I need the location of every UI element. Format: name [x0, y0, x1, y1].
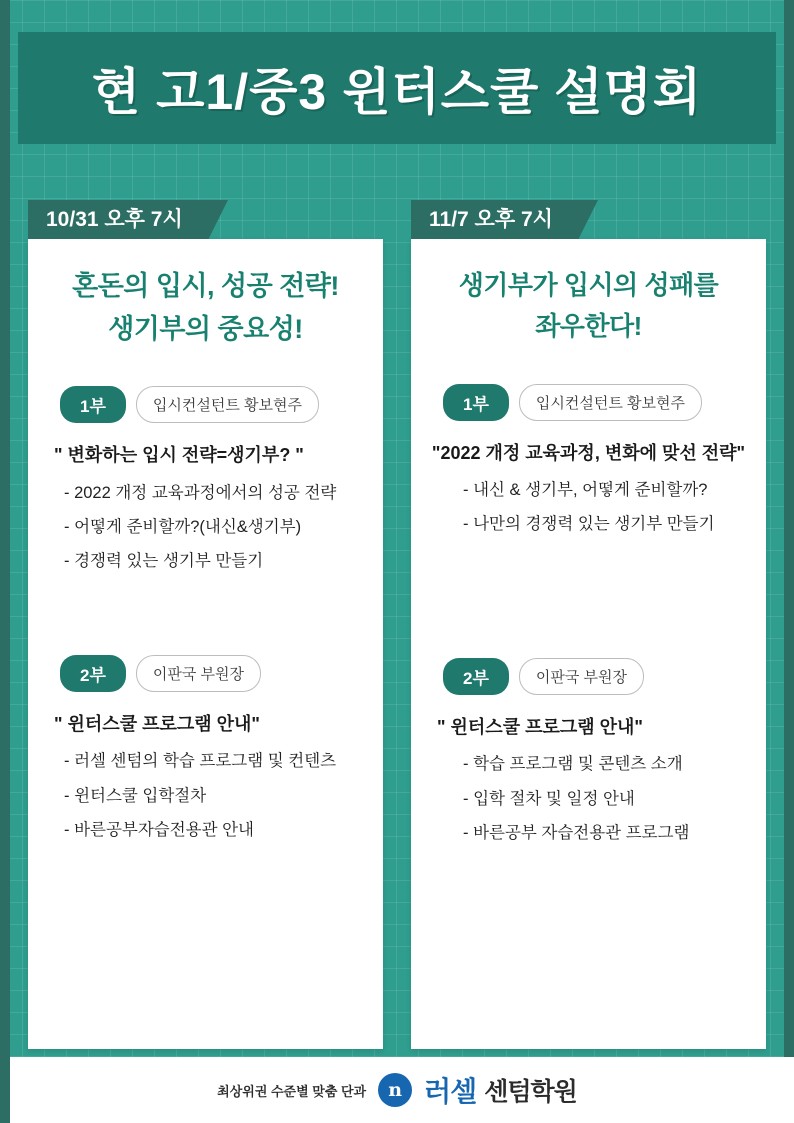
- part-bullet-list: [46, 482, 365, 574]
- session-column-1: [28, 200, 383, 1049]
- session-heading-line2: 생기부의 중요성!: [108, 313, 303, 344]
- part-badge: 2부: [443, 658, 509, 695]
- list-item: - 나만의 경쟁력 있는 생기부 만들기: [463, 515, 715, 534]
- session-card: [411, 239, 766, 1049]
- brand-branch: 센텀학원: [484, 1078, 577, 1106]
- session-heading-line1: 생기부가 입시의 성패를: [458, 270, 719, 301]
- part-badge: 1부: [443, 384, 509, 421]
- list-item: - 바른공부자습전용관 안내: [64, 820, 254, 839]
- part-spacer: [46, 585, 365, 615]
- footer-bar: [0, 1057, 794, 1123]
- part-spacer: [429, 548, 748, 618]
- part-speaker: 이판국 부원장: [519, 658, 644, 695]
- session-card: [28, 239, 383, 1049]
- part-bullet-list: [429, 479, 748, 537]
- brand-logo-icon: n: [378, 1073, 412, 1107]
- list-item: - 러셀 센텀의 학습 프로그램 및 컨텐츠: [64, 752, 337, 771]
- list-item: - 입학 절차 및 일정 안내: [463, 789, 635, 808]
- part-bullet-list: [429, 753, 748, 845]
- list-item: - 경쟁력 있는 생기부 만들기: [64, 552, 264, 571]
- part-bullet-list: [46, 750, 365, 842]
- part-title: "2022 개정 교육과정, 변화에 맞선 전략": [431, 442, 746, 463]
- session-column-2: [411, 200, 766, 1049]
- part-row: [429, 658, 748, 695]
- page-title: 현 고1/중3 윈터스쿨 설명회: [91, 64, 703, 120]
- part-row: [46, 655, 365, 692]
- part-row: [46, 386, 365, 423]
- list-item: - 내신 & 생기부, 어떻게 준비할까?: [463, 481, 708, 500]
- session-date-tab: 11/7 오후 7시: [411, 200, 579, 239]
- list-item: - 어떻게 준비할까?(내신&생기부): [64, 518, 302, 536]
- session-date-tab: 10/31 오후 7시: [28, 200, 209, 239]
- session-columns: [28, 200, 766, 1049]
- part-badge: 1부: [60, 386, 126, 423]
- list-item: - 2022 개정 교육과정에서의 성공 전략: [64, 483, 337, 502]
- session-heading-line2: 좌우한다!: [535, 311, 642, 342]
- part-badge: 2부: [60, 655, 126, 692]
- part-row: [429, 384, 748, 421]
- poster-title-band: [18, 32, 776, 144]
- part-speaker: 입시컨설턴트 황보현주: [136, 386, 319, 423]
- part-title: " 윈터스쿨 프로그램 안내": [437, 716, 643, 737]
- part-speaker: 입시컨설턴트 황보현주: [519, 384, 702, 421]
- part-speaker: 이판국 부원장: [136, 655, 261, 692]
- brand-name: 러셀: [424, 1076, 477, 1107]
- session-heading-line1: 혼돈의 입시, 성공 전략!: [72, 271, 339, 302]
- part-title: " 변화하는 입시 전략=생기부? ": [54, 445, 304, 466]
- list-item: - 윈터스쿨 입학절차: [64, 786, 207, 805]
- list-item: - 학습 프로그램 및 콘텐츠 소개: [463, 755, 683, 774]
- part-title: " 윈터스쿨 프로그램 안내": [54, 713, 260, 734]
- list-item: - 바른공부 자습전용관 프로그램: [463, 824, 690, 842]
- footer-tagline: 최상위권 수준별 맞춤 단과: [217, 1083, 367, 1099]
